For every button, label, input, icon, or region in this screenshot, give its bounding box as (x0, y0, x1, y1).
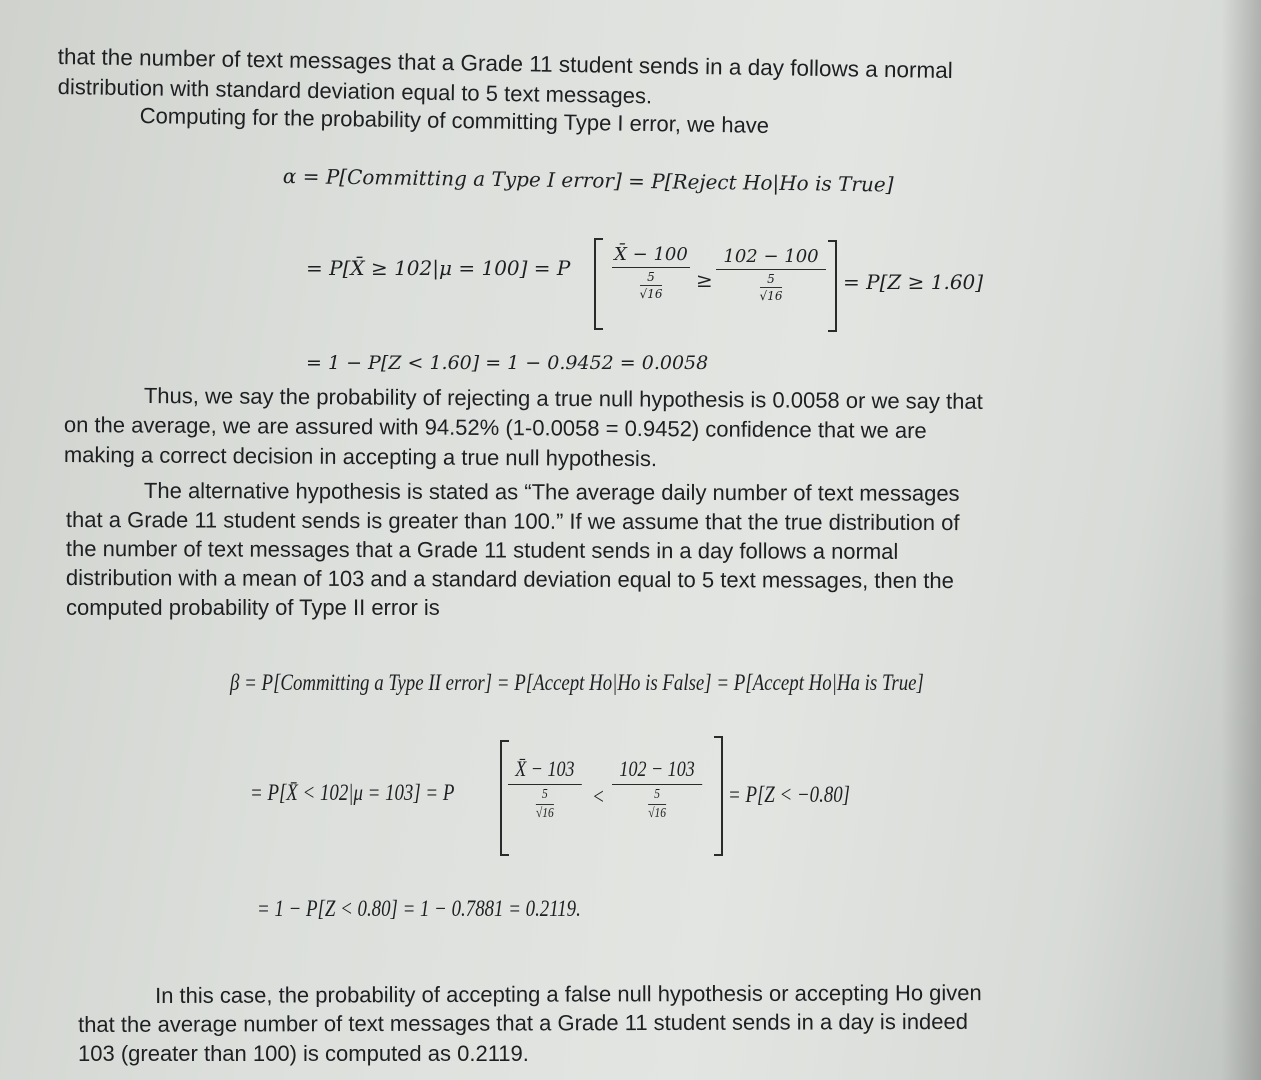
right-bracket (828, 240, 837, 332)
text-line: In this case, the probability of accepting a false null hypothesis or accepting Ho given (155, 980, 982, 1008)
text-line: distribution with a mean of 103 and a standard deviation equal to 5 text messages, then the (65, 565, 954, 594)
z-fraction-right: 102 − 100 $\frac{5}{√16}$ (716, 246, 826, 305)
right-bracket (714, 736, 723, 856)
left-bracket (594, 238, 603, 330)
page-edge-shadow (1221, 0, 1261, 1080)
text-line: that the number of text messages that a Grade 11 student sends in a day follows a normal (57, 43, 953, 84)
text-line: Computing for the probability of committing Type I error, we have (139, 102, 770, 138)
inequality-sign: < (592, 784, 605, 809)
text-line: Thus, we say the probability of rejecting a true null hypothesis is 0.0058 or we say that (143, 382, 983, 414)
alpha-z-result: = P[Z ≥ 1.60] (843, 270, 984, 294)
beta-definition: β = P[Committing a Type II error] = P[Accept Ho|Ho is False] = P[Accept Ho|Ha is True] (230, 670, 924, 695)
text-line: 103 (greater than 100) is computed as 0.2119. (78, 1041, 529, 1066)
inequality-sign: ≥ (696, 268, 713, 292)
text-line: the number of text messages that a Grade 11 student sends in a day follows a normal (65, 536, 899, 564)
z-fraction-left: X̄ − 100 $\frac{5}{√16}$ (612, 244, 690, 303)
alpha-definition: α = P[Committing a Type I error] = P[Reject Ho|Ho is True] (282, 164, 894, 197)
text-line: The alternative hypothesis is stated as “The average daily number of text messages (143, 478, 960, 506)
alpha-standardize-left: = P[X̄ ≥ 102|μ = 100] = P (306, 256, 571, 280)
beta-final-value: = 1 − P[Z < 0.80] = 1 − 0.7881 = 0.2119. (257, 896, 581, 921)
text-line: making a correct decision in accepting a true null hypothesis. (63, 441, 658, 472)
text-line: that the average number of text messages that a Grade 11 student sends in a day is indeed (78, 1008, 969, 1037)
text-line: distribution with standard deviation equal to 5 text messages. (57, 73, 653, 109)
beta-z-result: = P[Z < −0.80] (728, 782, 851, 807)
alpha-final-value: = 1 − P[Z < 1.60] = 1 − 0.9452 = 0.0058 (306, 352, 709, 374)
z-fraction-left: X̄ − 103 $\frac{5}{√16}$ (508, 756, 582, 823)
text-line: on the average, we are assured with 94.52% (1-0.0058 = 0.9452) confidence that we are (63, 411, 927, 444)
z-fraction-right: 102 − 103 $\frac{5}{√16}$ (612, 756, 702, 823)
beta-standardize-left: = P[X̄ < 102|μ = 103] = P (250, 780, 455, 805)
text-line: that a Grade 11 student sends is greater than 100.” If we assume that the true distribution of (65, 507, 960, 536)
text-line: computed probability of Type II error is (66, 595, 440, 620)
